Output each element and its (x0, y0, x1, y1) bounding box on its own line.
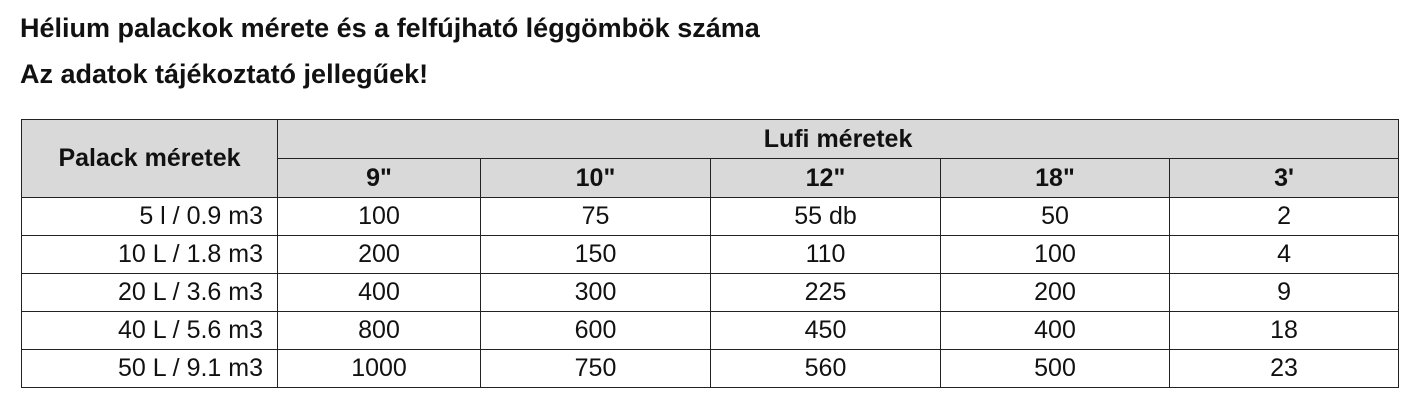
bottle-size-cell: 40 L / 5.6 m3 (22, 312, 278, 350)
table-row (22, 236, 1399, 274)
balloon-count-cell: 800 (278, 312, 481, 350)
column-header: 3' (1170, 159, 1399, 198)
balloon-size-group-header: Lufi méretek (278, 120, 1399, 159)
column-header: 9" (278, 159, 481, 198)
page-title: Hélium palackok mérete és a felfújható léggömbök száma (20, 13, 760, 43)
balloon-count-cell: 1000 (278, 350, 481, 388)
balloon-count-cell: 2 (1170, 198, 1399, 236)
balloon-count-cell: 600 (481, 312, 711, 350)
helium-balloon-table (21, 119, 1399, 388)
column-header: 18" (941, 159, 1170, 198)
table-row (22, 312, 1399, 350)
table-row (22, 350, 1399, 388)
balloon-count-cell: 100 (941, 236, 1170, 274)
balloon-count-cell: 150 (481, 236, 711, 274)
bottle-size-cell: 50 L / 9.1 m3 (22, 350, 278, 388)
balloon-count-cell: 100 (278, 198, 481, 236)
table-row (22, 198, 1399, 236)
bottle-size-header: Palack méretek (22, 120, 278, 198)
balloon-count-cell: 55 db (711, 198, 941, 236)
balloon-count-cell: 400 (941, 312, 1170, 350)
balloon-count-cell: 9 (1170, 274, 1399, 312)
balloon-count-cell: 4 (1170, 236, 1399, 274)
balloon-count-cell: 500 (941, 350, 1170, 388)
balloon-count-cell: 750 (481, 350, 711, 388)
bottle-size-cell: 5 l / 0.9 m3 (22, 198, 278, 236)
bottle-size-cell: 10 L / 1.8 m3 (22, 236, 278, 274)
balloon-count-cell: 560 (711, 350, 941, 388)
balloon-count-cell: 50 (941, 198, 1170, 236)
balloon-count-cell: 110 (711, 236, 941, 274)
column-header: 12" (711, 159, 941, 198)
balloon-count-cell: 75 (481, 198, 711, 236)
bottle-size-cell: 20 L / 3.6 m3 (22, 274, 278, 312)
table-row (22, 274, 1399, 312)
page-subtitle: Az adatok tájékoztató jellegűek! (20, 59, 429, 89)
balloon-count-cell: 200 (278, 236, 481, 274)
balloon-count-cell: 300 (481, 274, 711, 312)
balloon-count-cell: 400 (278, 274, 481, 312)
balloon-count-cell: 450 (711, 312, 941, 350)
balloon-count-cell: 225 (711, 274, 941, 312)
balloon-count-cell: 18 (1170, 312, 1399, 350)
balloon-count-cell: 200 (941, 274, 1170, 312)
column-header: 10" (481, 159, 711, 198)
balloon-count-cell: 23 (1170, 350, 1399, 388)
